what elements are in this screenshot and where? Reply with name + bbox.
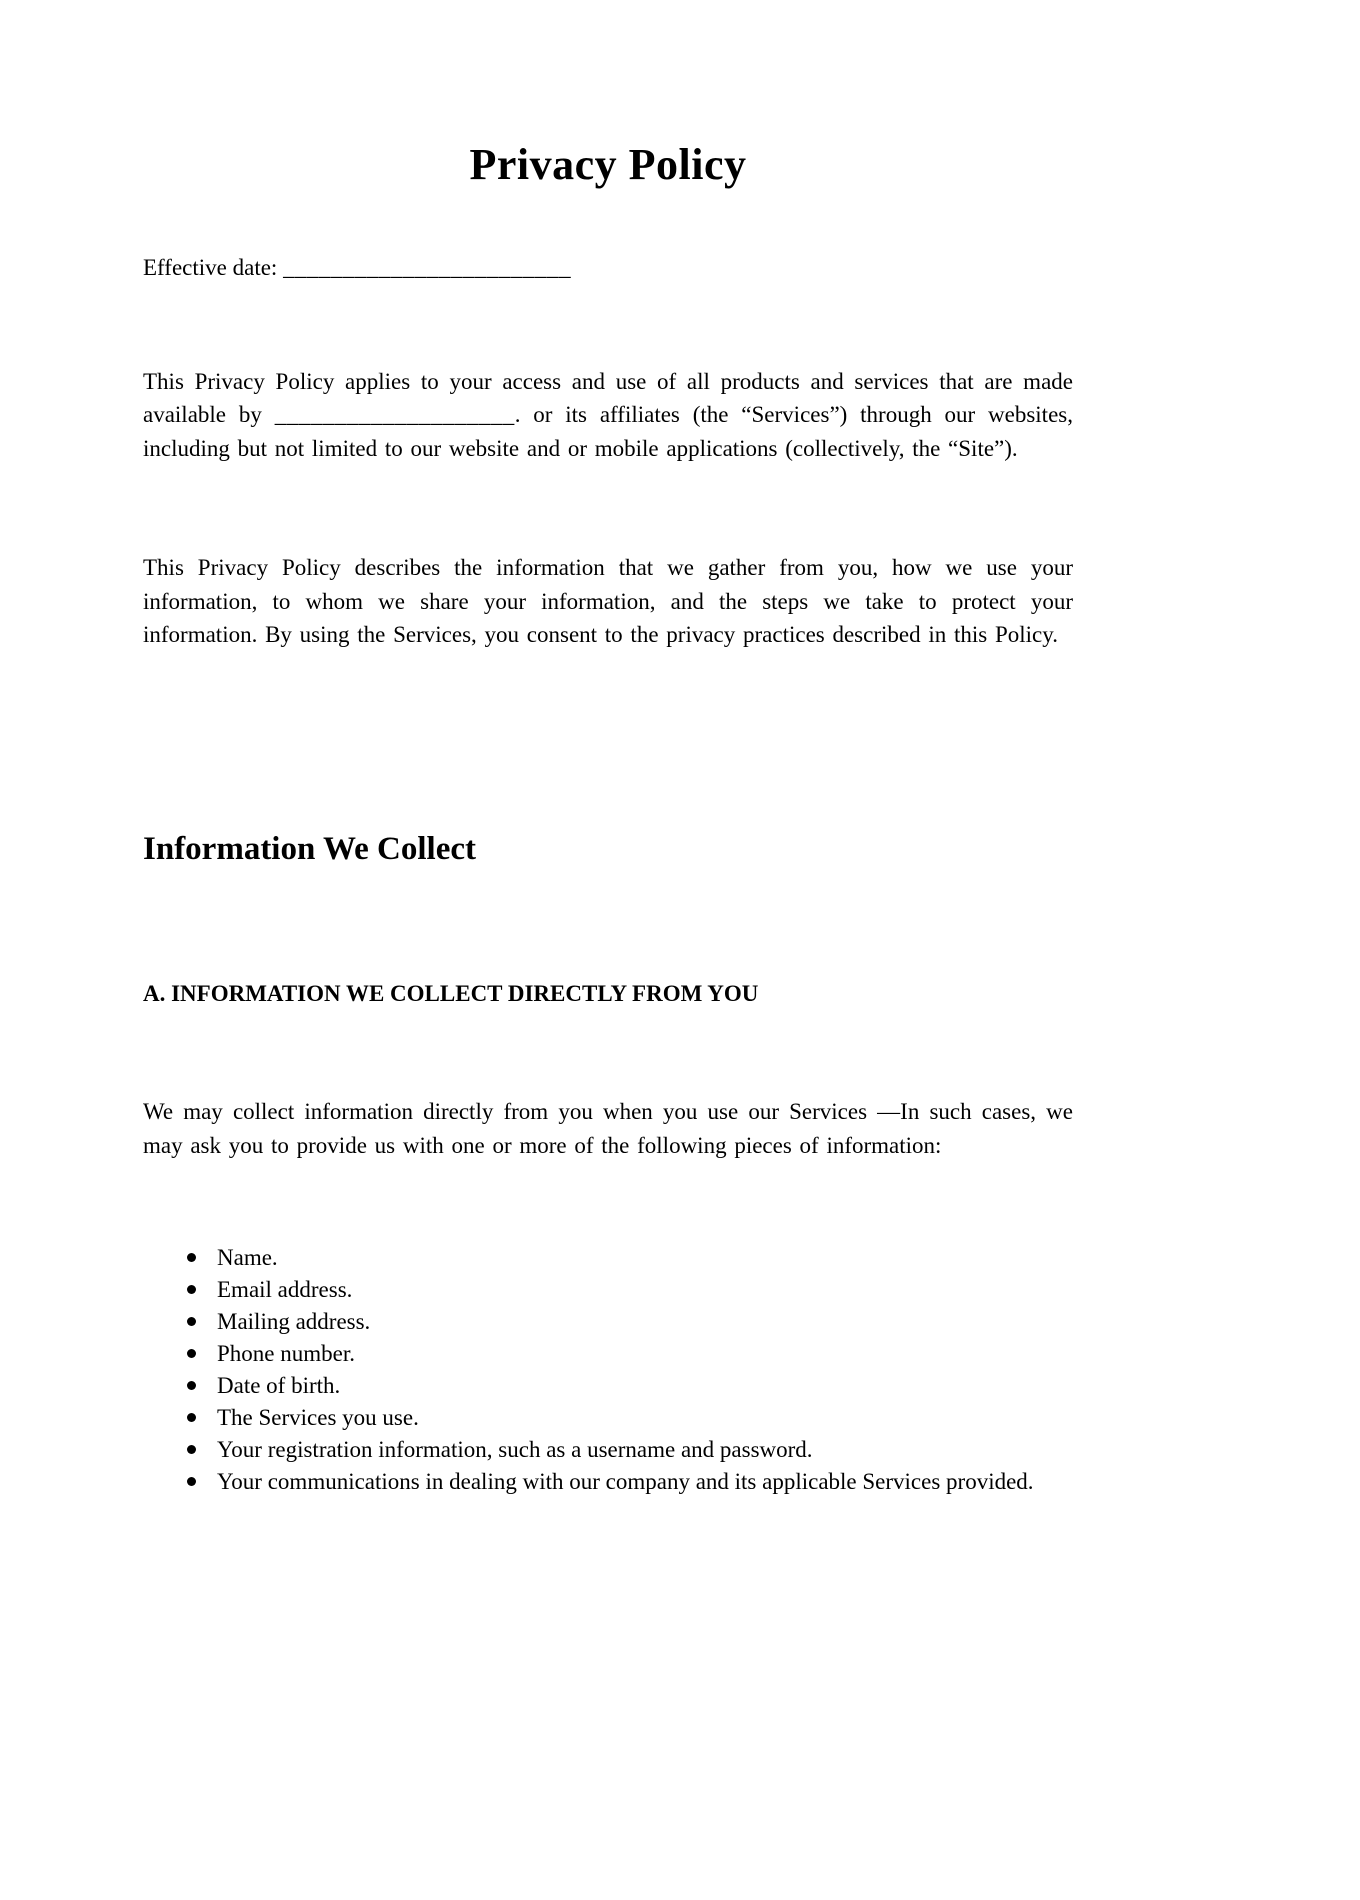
subsection-heading-a: A. INFORMATION WE COLLECT DIRECTLY FROM YOU [143, 981, 759, 1007]
document-content [143, 140, 1073, 1498]
list-item [143, 1370, 1073, 1402]
bullet-icon [187, 1349, 196, 1358]
list-item-text: Name. [217, 1245, 278, 1271]
effective-date-label: Effective date: [143, 254, 278, 280]
effective-date-line [143, 251, 1073, 285]
bullet-icon [187, 1445, 196, 1454]
company-name-blank: ____________________ [274, 402, 515, 428]
list-item [143, 1306, 1073, 1338]
bullet-icon [187, 1253, 196, 1262]
list-item-text: Your communications in dealing with our company and its applicable Services provided. [217, 1469, 1034, 1495]
information-list [143, 1242, 1073, 1498]
bullet-icon [187, 1413, 196, 1422]
list-item [143, 1466, 1073, 1498]
describes-paragraph: This Privacy Policy describes the information that we gather from you, how we use your information, to whom we share your information, and the steps we take to protect your information. By using the Services, you consent to the privacy practices described in this Policy. [143, 555, 1073, 648]
document-title: Privacy Policy [469, 140, 747, 189]
list-item [143, 1274, 1073, 1306]
collect-paragraph: We may collect information directly from you when you use our Services —In such cases, we may ask you to provide us with one or more of the following pieces of information: [143, 1099, 1073, 1158]
bullet-icon [187, 1381, 196, 1390]
intro-text-after: . or its affiliates (the “Services”) through our websites, including but not limited to our website and or mobile applications (collectively, the “Site”). [143, 402, 1073, 461]
list-item-text: Mailing address. [217, 1309, 371, 1335]
section-heading-information-we-collect: Information We Collect [143, 830, 477, 867]
list-item [143, 1338, 1073, 1370]
list-item-text: Date of birth. [217, 1373, 341, 1399]
list-item [143, 1434, 1073, 1466]
list-item-text: Email address. [217, 1277, 353, 1303]
document-page [0, 140, 1360, 1900]
effective-date-blank: ________________________ [283, 254, 572, 280]
list-item [143, 1402, 1073, 1434]
list-item-text: Phone number. [217, 1341, 355, 1367]
intro-text-before: This Privacy Policy applies to your access and use of all products and services that are made available by [143, 368, 1073, 428]
bullet-icon [187, 1477, 196, 1486]
bullet-icon [187, 1317, 196, 1326]
intro-paragraph [143, 365, 1073, 466]
list-item-text: The Services you use. [217, 1405, 419, 1431]
list-item [143, 1242, 1073, 1274]
bullet-icon [187, 1285, 196, 1294]
list-item-text: Your registration information, such as a username and password. [217, 1437, 813, 1463]
